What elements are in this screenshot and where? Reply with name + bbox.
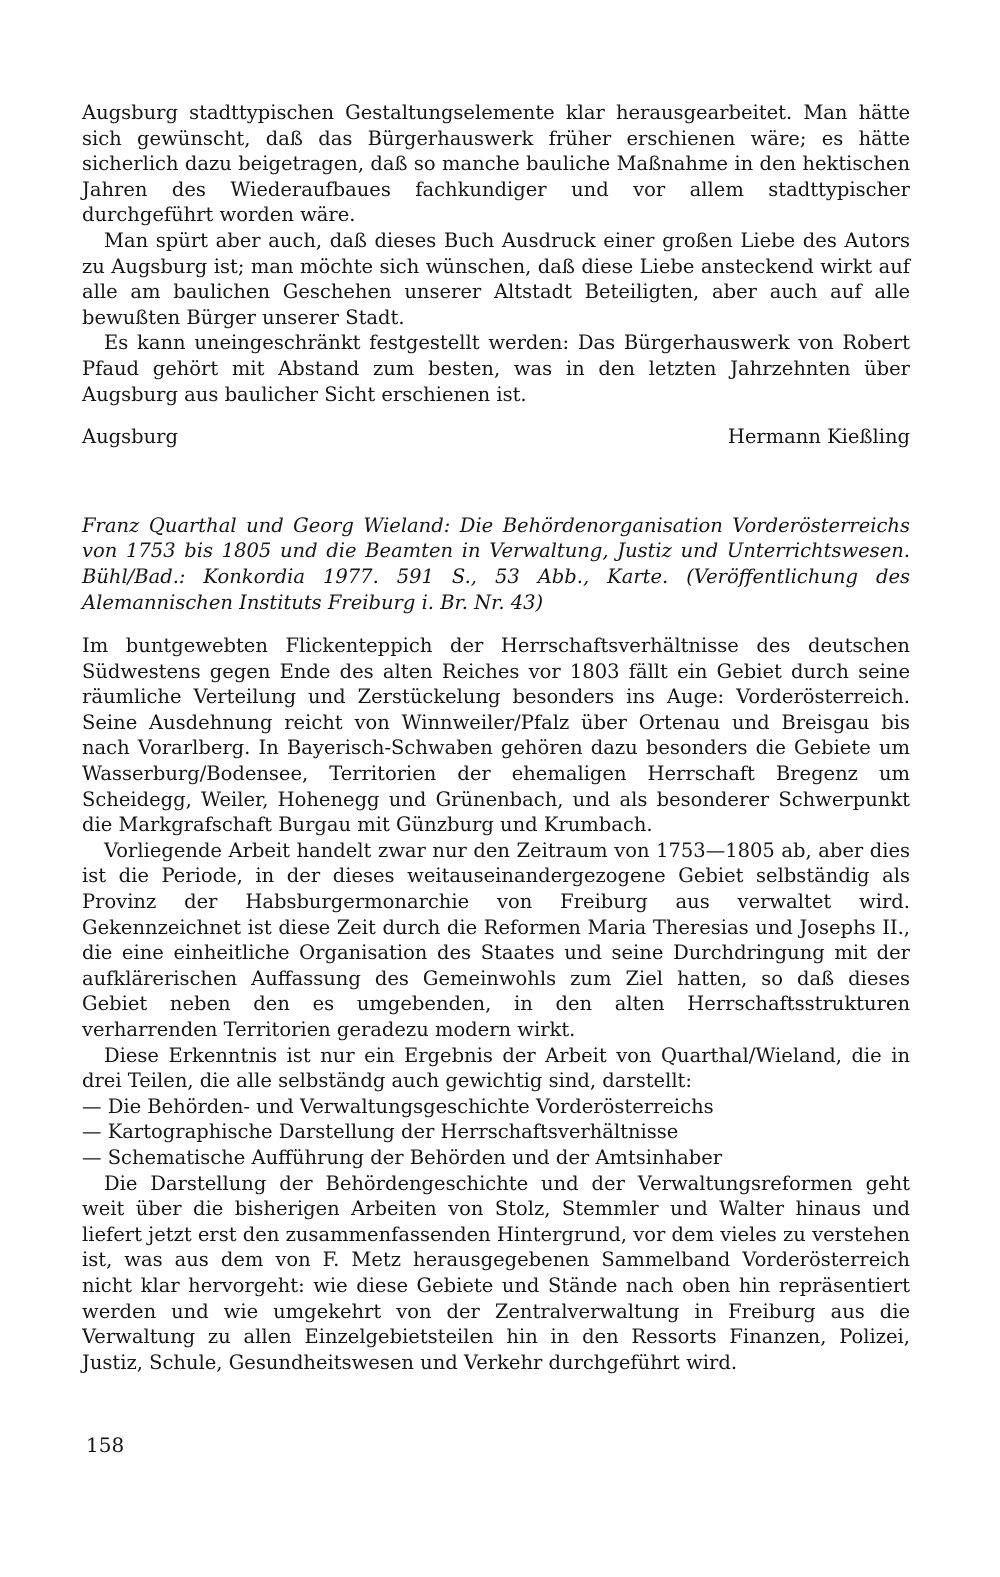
list-item: — Schematische Aufführung der Behörden und der Amtsinhaber bbox=[82, 1145, 723, 1169]
review1-paragraph-3: Es kann uneingeschränkt festgestellt werden: Das Bürgerhauswerk von Robert Pfaud gehört mit Abstand zum besten, was in den letzten Jahrzehnten über Augsburg aus baulicher Sicht erschienen ist. bbox=[82, 331, 910, 406]
list-item: — Kartographische Darstellung der Herrschaftsverhältnisse bbox=[82, 1120, 679, 1144]
list-item: — Die Behörden- und Verwaltungsgeschichte Vorderösterreichs bbox=[82, 1094, 714, 1118]
review2-paragraph-2: Vorliegende Arbeit handelt zwar nur den Zeitraum von 1753—1805 ab, aber dies ist die Periode, in der dieses weitauseinandergezogene Gebiet selbständig als Provinz der Habsburgermonarchie von Freiburg aus verwaltet wird. Gekennzeichnet ist diese Zeit durch die Reformen Maria Theresias und Josephs II., die eine einheitliche Organisation des Staates und seine Durchdringung mit der aufklärerischen Auffassung des Gemeinwohls zum Ziel hatten, so daß dieses Gebiet neben den es umgebenden, in den alten Herrschaftsstrukturen verharrenden Territorien geradezu modern wirkt. bbox=[82, 838, 910, 1041]
review1-paragraph-1: Augsburg stadttypischen Gestaltungselemente klar herausgearbeitet. Man hätte sich gewünscht, daß das Bürgerhauswerk früher erschienen wäre; es hätte sicherlich dazu beigetragen, daß so manche bauliche Maßnahme in den hektischen Jahren des Wiederaufbaues fachkundiger und vor allem stadttypischer durchgeführt worden wäre. bbox=[82, 101, 910, 227]
signature-place: Augsburg bbox=[82, 425, 178, 449]
page-number: 158 bbox=[86, 1433, 125, 1457]
book-citation: Franz Quarthal und Georg Wieland: Die Behördenorganisation Vorderösterreichs von 1753 bis 1805 und die Beamten in Verwaltung, Justiz und Unterrichtswesen. Bühl/Bad.: Konkordia 1977. 591 S., 53 Abb., Karte. (Veröffentlichung des Alemannischen Instituts Freiburg i. Br. Nr. 43) bbox=[82, 513, 910, 614]
signature-reviewer: Hermann Kießling bbox=[727, 425, 910, 449]
review2-paragraph-1: Im buntgewebten Flickenteppich der Herrschaftsverhältnisse des deutschen Südwestens gegen Ende des alten Reiches vor 1803 fällt ein Gebiet durch seine räumliche Verteilung und Zerstückelung besonders ins Auge: Vorderösterreich. Seine Ausdehnung reicht von Winnweiler/Pfalz über Ortenau und Breisgau bis nach Vorarlberg. In Bayerisch-Schwaben gehören dazu besonders die Gebiete um Wasserburg/Bodensee, Territorien der ehemaligen Herrschaft Bregenz um Scheidegg, Weiler, Hohenegg und Grünenbach, und als besonderer Schwerpunkt die Markgrafschaft Burgau mit Günzburg und Krumbach. bbox=[82, 634, 910, 837]
review1-paragraph-2: Man spürt aber auch, daß dieses Buch Ausdruck einer großen Liebe des Autors zu Augsburg ist; man möchte sich wünschen, daß diese Liebe ansteckend wirkt auf alle am baulichen Geschehen unserer Altstadt Beteiligten, aber auch auf alle bewußten Bürger unserer Stadt. bbox=[82, 228, 910, 329]
parts-list bbox=[82, 1094, 910, 1171]
review-signature bbox=[82, 424, 910, 450]
review2-closing-paragraph: Die Darstellung der Behördengeschichte und der Verwaltungsreformen geht weit über die bisherigen Arbeiten von Stolz, Stemmler und Walter hinaus und liefert jetzt erst den zusammenfassenden Hintergrund, vor dem vieles zu verstehen ist, was aus dem von F. Metz herausgegebenen Sammelband Vorderösterreich nicht klar hervorgeht: wie diese Gebiete und Stände nach oben hin repräsentiert werden und wie umgekehrt von der Zentralverwaltung in Freiburg aus die Verwaltung zu allen Einzelgebietsteilen hin in den Ressorts Finanzen, Polizei, Justiz, Schule, Gesundheitswesen und Verkehr durchgeführt wird. bbox=[82, 1171, 910, 1374]
review2-paragraph-3: Diese Erkenntnis ist nur ein Ergebnis der Arbeit von Quarthal/Wieland, die in drei Teilen, die alle selbständg auch gewichtig sind, darstellt: bbox=[82, 1043, 910, 1093]
page-body bbox=[82, 100, 910, 1375]
